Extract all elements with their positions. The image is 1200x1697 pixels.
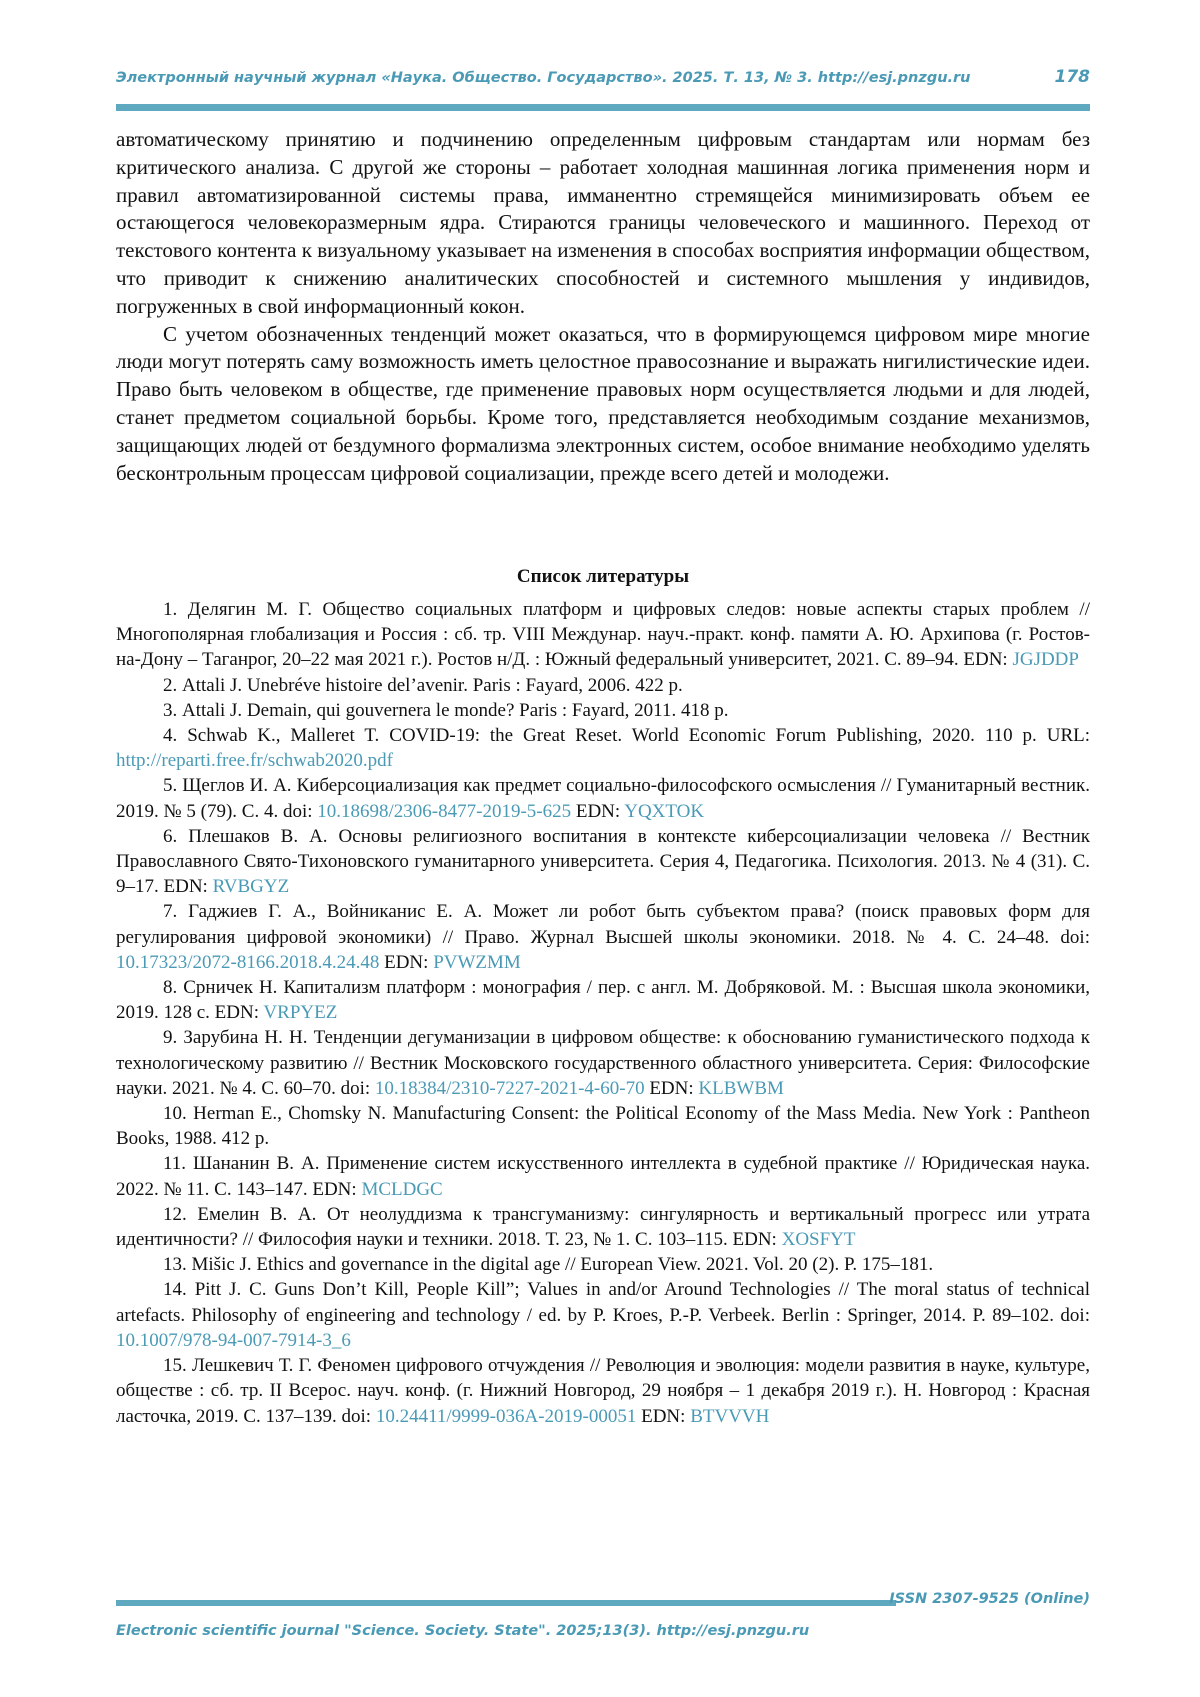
header-journal-title: Электронный научный журнал «Наука. Общество. Государство». 2025. Т. 13, № 3. http://esj.pnzgu.ru [116, 70, 971, 86]
reference-link[interactable]: 10.17323/2072-8166.2018.4.24.48 [116, 951, 380, 973]
reference-link[interactable]: 10.24411/9999-036A-2019-00051 [375, 1405, 637, 1427]
reference-link[interactable]: MCLDGC [361, 1178, 443, 1200]
reference-item [116, 1202, 1090, 1252]
reference-item [116, 698, 1090, 723]
references-list [116, 597, 1090, 1429]
reference-number: 7. [163, 901, 178, 923]
reference-text: Herman E., Chomsky N. Manufacturing Consent: the Political Economy of the Mass Media. New York : Pantheon Books, 1988. 412 p. [116, 1103, 1091, 1150]
reference-item [116, 723, 1090, 773]
reference-text: Срничек Н. Капитализм платформ : монография / пер. с англ. М. Добряковой. М. : Высшая школа экономики, 2019. 128 с. EDN: [116, 977, 1090, 1024]
reference-text: Лешкевич Т. Г. Феномен цифрового отчуждения // Революция и эволюция: модели развития в науке, культуре, обществе : сб. тр. II Всерос. науч. конф. (г. Нижний Новгород, 29 ноября – 1 декабря 2019 г.). Н. Новгород : Красная ласточка, 2019. С. 137–139. doi: [116, 1355, 1090, 1427]
reference-number: 2. [163, 674, 178, 696]
reference-item [116, 975, 1090, 1025]
paragraph-1: автоматическому принятию и подчинению определенным цифровым стандартам или нормам без критического анализа. С другой же стороны – работает холодная машинная логика применения норм и правил автоматизированной системы права, имманентно стремящейся минимизировать объем ее остающегося человекоразмерным ядра. Стираются границы человеческого и машинного. Переход от текстового контента к визуальному указывает на изменения в способах восприятия информации обществом, что приводит к снижению аналитических способностей и системного мышления у индивидов, погруженных в свой информационный кокон. [116, 127, 1090, 318]
reference-item [116, 1353, 1090, 1429]
reference-number: 6. [163, 825, 178, 847]
reference-number: 10. [163, 1103, 187, 1125]
reference-text: Schwab K., Malleret T. COVID-19: the Great Reset. World Economic Forum Publishing, 2020. 110 p. URL: [187, 725, 1090, 747]
reference-text: Гаджиев Г. А., Войниканис Е. А. Может ли робот быть субъектом права? (поиск правовых форм для регулирования цифровой экономики) // Право. Журнал Высшей школы экономики. 2018. № 4. С. 24–48. doi: [116, 901, 1091, 948]
reference-item [116, 597, 1090, 673]
reference-link[interactable]: 10.18384/2310-7227-2021-4-60-70 [374, 1077, 645, 1099]
reference-number: 12. [163, 1203, 187, 1225]
reference-edn-label: EDN: [379, 951, 434, 973]
reference-link[interactable]: RVBGYZ [212, 876, 290, 898]
reference-number: 5. [163, 775, 178, 797]
reference-edn-label: EDN: [571, 800, 625, 822]
reference-edn-link[interactable]: BTVVVH [690, 1405, 770, 1427]
paragraph-2: С учетом обозначенных тенденций может оказаться, что в формирующемся цифровом мире многие люди могут потерять саму возможность иметь целостное правосознание и выражать нигилистические идеи. Право быть человеком в обществе, где применение правовых норм осуществляется людьми и для людей, станет предметом социальной борьбы. Кроме того, представляется необходимым создание механизмов, защищающих людей от бездумного формализма электронных систем, особое внимание необходимо уделять бесконтрольным процессам цифровой социализации, прежде всего детей и молодежи. [116, 321, 1090, 485]
references-heading: Список литературы [516, 566, 690, 587]
reference-edn-label: EDN: [636, 1405, 691, 1427]
reference-number: 13. [163, 1254, 187, 1276]
reference-text: Емелин В. А. От неолуддизма к трансгуманизму: сингулярность и вертикальный прогресс или утрата идентичности? // Философия науки и техники. 2018. Т. 23, № 1. С. 103–115. EDN: [116, 1203, 1090, 1251]
issn-label: ISSN 2307-9525 (Online) [889, 1591, 1090, 1607]
reference-edn-label: EDN: [644, 1077, 699, 1099]
reference-text: Щеглов И. А. Киберсоциализация как предмет социально-философского осмысления // Гуманитарный вестник. 2019. № 5 (79). С. 4. doi: [116, 775, 1090, 822]
reference-text: Attali J. Unebréve histoire del’avenir. Paris : Fayard, 2006. 422 p. [182, 674, 683, 696]
reference-item [116, 1277, 1090, 1353]
footer-journal-title: Electronic scientific journal "Science. Society. State". 2025;13(3). http://esj.pnzgu.ru [116, 1623, 810, 1639]
reference-item [116, 824, 1090, 900]
reference-number: 1. [163, 599, 178, 620]
running-header [116, 67, 1090, 98]
reference-item [116, 1252, 1090, 1277]
reference-number: 4. [163, 725, 178, 747]
reference-item [116, 773, 1090, 823]
reference-link[interactable]: http://reparti.free.fr/schwab2020.pdf [116, 750, 393, 772]
reference-number: 14. [163, 1279, 187, 1301]
reference-text: Плешаков В. А. Основы религиозного воспитания в контексте киберсоциализации человека // Вестник Православного Свято-Тихоновского гуманитарного университета. Серия 4, Педагогика. Психология. 2013. № 4 (31). С. 9–17. EDN: [116, 825, 1091, 898]
reference-link[interactable]: 10.18698/2306-8477-2019-5-625 [317, 800, 572, 822]
reference-number: 3. [163, 699, 178, 721]
reference-number: 8. [163, 977, 178, 999]
main-text [116, 126, 1090, 487]
footer-divider [116, 1600, 896, 1606]
reference-number: 15. [163, 1355, 187, 1377]
header-divider [116, 104, 1090, 111]
reference-text: Зарубина Н. Н. Тенденции дегуманизации в цифровом обществе: к обоснованию гуманистического подхода к технологическому развитию // Вестник Московского государственного областного университета. Серия: Философские науки. 2021. № 4. С. 60–70. doi: [116, 1027, 1091, 1099]
reference-item [116, 1101, 1090, 1151]
reference-number: 11. [163, 1153, 187, 1175]
reference-item [116, 673, 1090, 698]
reference-text: Pitt J. C. Guns Don’t Kill, People Kill”; Values in and/or Around Technologies // The moral status of technical artefacts. Philosophy of engineering and technology / ed. by P. Kroes, P.-P. Verbeek. Berlin : Springer, 2014. P. 89–102. doi: [116, 1279, 1091, 1326]
reference-link[interactable]: JGJDDP [1012, 649, 1079, 671]
reference-edn-link[interactable]: KLBWBM [698, 1077, 784, 1099]
reference-item [116, 899, 1090, 975]
reference-item [116, 1025, 1090, 1101]
reference-edn-link[interactable]: YQXTOK [624, 800, 705, 822]
reference-text: Mišic J. Ethics and governance in the digital age // European View. 2021. Vol. 20 (2). P. 175–181. [191, 1254, 934, 1276]
reference-number: 9. [163, 1027, 178, 1049]
page-number: 178 [1054, 67, 1090, 87]
reference-link[interactable]: XOSFYT [781, 1229, 856, 1251]
reference-text: Делягин М. Г. Общество социальных платформ и цифровых следов: новые аспекты старых проблем // Многополярная глобализация и Россия : сб. тр. VIII Междунар. науч.-практ. конф. памяти А. Ю. Архипова (г. Ростов-на-Дону – Таганрог, 20–22 мая 2021 г.). Ростов н/Д. : Южный федеральный университет, 2021. С. 89–94. EDN: [116, 599, 1090, 671]
reference-link[interactable]: 10.1007/978-94-007-7914-3_6 [116, 1329, 351, 1351]
reference-text: Шананин В. А. Применение систем искусственного интеллекта в судебной практике // Юридическая наука. 2022. № 11. С. 143–147. EDN: [116, 1153, 1091, 1200]
reference-item [116, 1151, 1090, 1201]
reference-link[interactable]: VRPYEZ [263, 1002, 338, 1024]
reference-edn-link[interactable]: PVWZMM [433, 951, 521, 973]
reference-text: Attali J. Demain, qui gouvernera le monde? Paris : Fayard, 2011. 418 p. [182, 699, 729, 721]
